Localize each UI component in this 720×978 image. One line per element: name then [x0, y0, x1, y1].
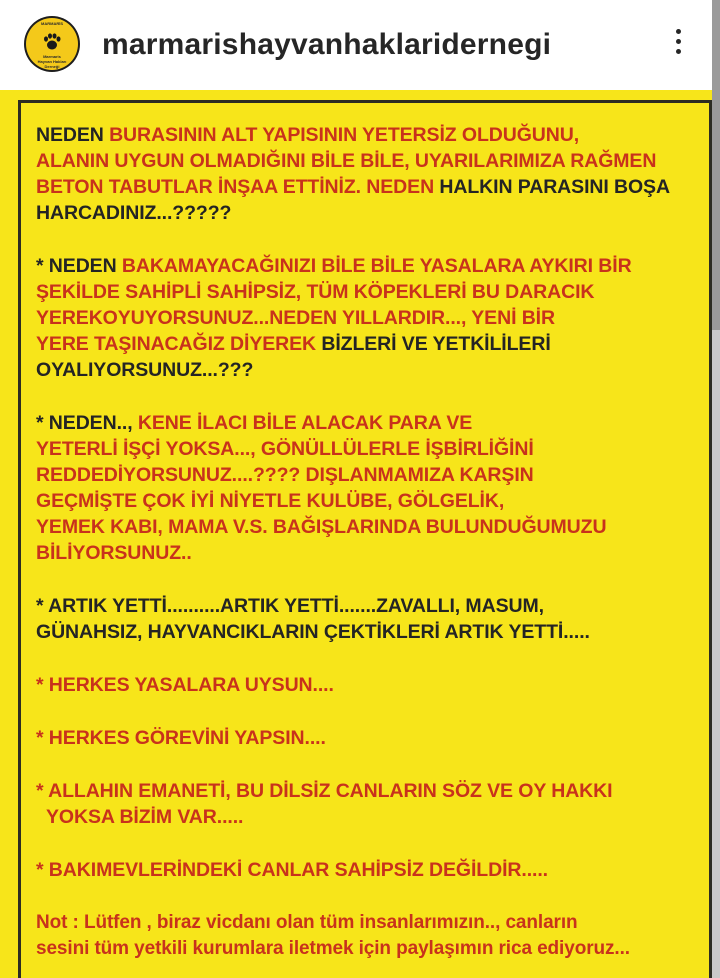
post-header [0, 0, 712, 90]
more-options-icon[interactable] [664, 26, 692, 62]
post-image [0, 90, 712, 978]
post-text: NEDEN BURASININ ALT YAPISININ YETERSİZ OLDUĞUNU, ALANIN UYGUN OLMADIĞINI BİLE BİLE, UYARILARIMIZA RAĞMEN BETON TABUTLAR İNŞAA ETTİNİZ. NEDEN HALKIN PARASINI BOŞA HARCADINIZ...????? * NEDEN BAKAMAYACAĞINIZI BİLE BİLE YASALARA AYKIRI BİR ŞEKİLDE SAHİPLİ SAHİPSİZ, TÜM KÖPEKLERİ BU DARACIK YEREKOYUYORSUNUZ...NEDEN YILLARDIR..., YENİ BİR YERE TAŞINACAĞIZ DİYEREK BİZLERİ VE YETKİLİLERİ OYALIYORSUNUZ...??? * NEDEN.., KENE İLACI BİLE ALACAK PARA VE YETERLİ İŞÇİ YOKSA..., GÖNÜLLÜLERLE İŞBİRLİĞİNİ REDDEDİYORSUNUZ....???? DIŞLANMAMIZA KARŞIN GEÇMİŞTE ÇOK İYİ NİYETLE KULÜBE, GÖLGELİK, YEMEK KABI, MAMA V.S. BAĞIŞLARINDA BULUNDUĞUMUZU BİLİYORSUNUZ.. * ARTIK YETTİ..........ARTIK YETTİ.......ZAVALLI, MASUM, GÜNAHSIZ, HAYVANCIKLARIN ÇEKTİKLERİ ARTIK YETTİ..... * HERKES YASALARA UYSUN.... * HERKES GÖREVİNİ YAPSIN.... * ALLAHIN EMANETİ, BU DİLSİZ CANLARIN SÖZ VE OY HAKKI YOKSA BİZİM VAR..... * BAKIMEVLERİNDEKİ CANLAR SAHİPSİZ DEĞİLDİR..... Not : Lütfen , biraz vicdanı olan tüm insanlarımızın.., canların sesini tüm yetkili kurumlara iletmek için paylaşımın rica ediyoruz... [36, 124, 670, 959]
paw-logo: MARMARİS Marmaris Hayvan Hakları Derneği [26, 18, 78, 70]
paw-icon [42, 32, 62, 52]
profile-avatar[interactable] [24, 16, 80, 72]
username[interactable]: marmarishayvanhaklaridernegi [102, 28, 552, 61]
scrollbar-thumb[interactable] [712, 0, 720, 330]
